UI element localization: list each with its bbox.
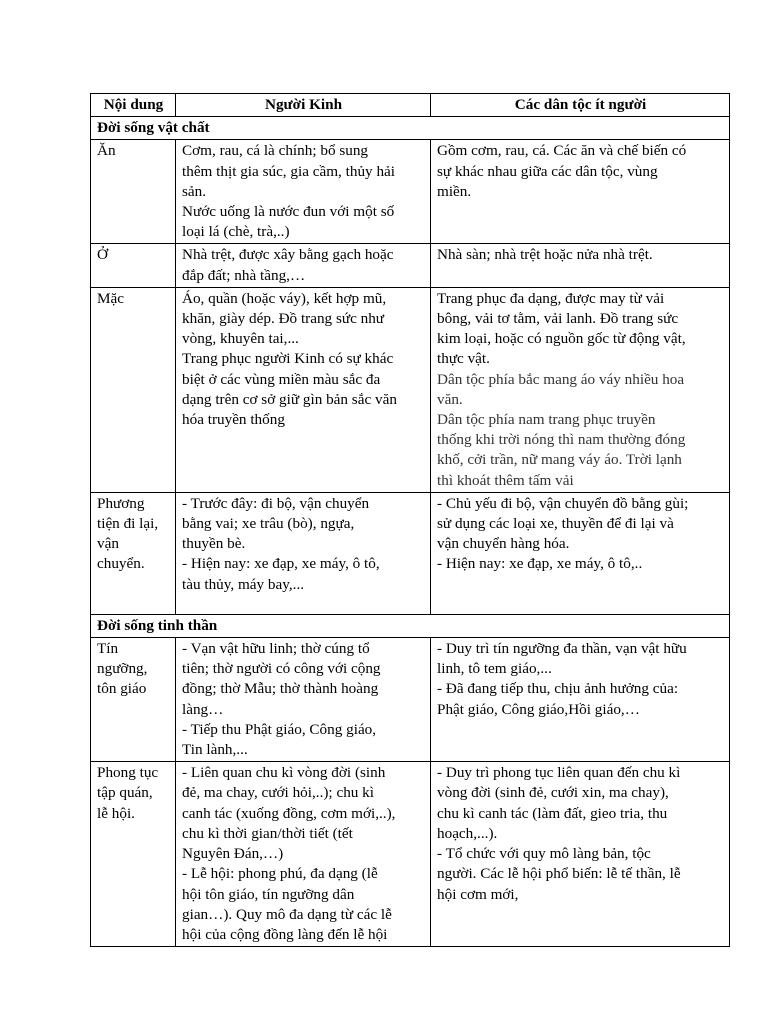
- text-line: làng…: [182, 700, 224, 718]
- text-line: thực vật.: [437, 350, 490, 368]
- text-line: Phong tục: [97, 764, 159, 782]
- text-line: vận chuyển hàng hóa.: [437, 535, 570, 553]
- text-line: - Duy trì phong tục liên quan đến chu kì: [437, 764, 681, 782]
- text-line: chu kì thời gian/thời tiết (tết: [182, 824, 353, 842]
- text-line: vòng đời (sinh đẻ, cưới xin, ma chay),: [437, 784, 669, 802]
- text-line: hoạch,...).: [437, 824, 498, 842]
- text-line: ngưỡng,: [97, 660, 148, 678]
- text-line: Cơm, rau, cá là chính; bổ sung: [182, 142, 369, 160]
- text-line: vận: [97, 535, 119, 553]
- text-line: - Vạn vật hữu linh; thờ cúng tổ: [182, 640, 370, 658]
- text-line: Tín: [97, 640, 119, 658]
- ethnic-text-secondary: [437, 370, 724, 491]
- text-line: - Đã đang tiếp thu, chịu ảnh hưởng của:: [437, 680, 679, 698]
- ethnic-cell: [431, 638, 730, 762]
- row-label: [91, 244, 176, 287]
- row-label: [91, 492, 176, 614]
- text-line: canh tác (xuống đồng, cơm mới,..),: [182, 804, 396, 822]
- text-line: Ăn: [97, 142, 116, 160]
- header-noi-dung: Nội dung: [91, 94, 176, 117]
- text-line: - Liên quan chu kì vòng đời (sinh: [182, 764, 386, 782]
- text-line: biệt ở các vùng miền màu sắc đa: [182, 370, 381, 388]
- text-line: - Tiếp thu Phật giáo, Công giáo,: [182, 720, 377, 738]
- text-line: tôn giáo: [97, 680, 147, 698]
- text-line: dạng trên cơ sở giữ gìn bản sắc văn: [182, 390, 397, 408]
- text-line: hội tôn giáo, tín ngưỡng dân: [182, 885, 355, 903]
- text-line: loại lá (chè, trà,..): [182, 223, 290, 241]
- text-line: chuyển.: [97, 555, 145, 573]
- row-label: [91, 140, 176, 244]
- text-line: bông, vải tơ tằm, vải lanh. Đồ trang sức: [437, 310, 679, 328]
- text-line: Nước uống là nước đun với một số: [182, 203, 395, 221]
- ethnic-cell: [431, 244, 730, 287]
- text-line: thống khi trời nóng thì nam thường đóng: [437, 431, 686, 449]
- text-line: tiên; thờ người có công với cộng: [182, 660, 381, 678]
- text-line: Trang phục người Kinh có sự khác: [182, 350, 394, 368]
- kinh-cell: [176, 244, 431, 287]
- table-header-row: [91, 94, 730, 117]
- text-line: Nhà sàn; nhà trệt hoặc nửa nhà trệt.: [437, 246, 653, 264]
- text-line: thêm thịt gia súc, gia cầm, thủy hải: [182, 162, 395, 180]
- text-line: tập quán,: [97, 784, 153, 802]
- text-line: Tin lành,...: [182, 741, 248, 759]
- text-line: Mặc: [97, 289, 124, 307]
- kinh-cell: [176, 287, 431, 492]
- text-line: người. Các lễ hội phổ biến: lễ tế thần, lễ: [437, 865, 681, 883]
- ethnic-cell: [431, 140, 730, 244]
- text-line: linh, tô tem giáo,...: [437, 660, 552, 678]
- section-title: Đời sống tinh thần: [91, 614, 730, 637]
- text-line: Nguyên Đán,…): [182, 845, 284, 863]
- kinh-cell: [176, 762, 431, 947]
- section-row-tinh-than: [91, 614, 730, 637]
- text-line: - Hiện nay: xe đạp, xe máy, ô tô,: [182, 555, 380, 573]
- ethnic-cell: [431, 287, 730, 492]
- kinh-cell: [176, 638, 431, 762]
- table-row: [91, 762, 730, 947]
- text-line: sử dụng các loại xe, thuyền để đi lại và: [437, 515, 674, 533]
- text-line: đồng; thờ Mẫu; thờ thành hoàng: [182, 680, 379, 698]
- comparison-table: [90, 93, 730, 947]
- text-line: khố, cởi trần, nữ mang váy áo. Trời lạnh: [437, 451, 682, 469]
- text-line: Phương: [97, 494, 145, 512]
- text-line: - Chủ yếu đi bộ, vận chuyển đồ bằng gùi;: [437, 494, 689, 512]
- text-line: tàu thủy, máy bay,...: [182, 575, 305, 593]
- kinh-cell: [176, 140, 431, 244]
- text-line: - Hiện nay: xe đạp, xe máy, ô tô,..: [437, 555, 643, 573]
- text-line: miền.: [437, 182, 472, 200]
- table-row: [91, 638, 730, 762]
- table-row: [91, 492, 730, 614]
- text-line: Phật giáo, Công giáo,Hồi giáo,…: [437, 700, 640, 718]
- text-line: tiện đi lại,: [97, 515, 159, 533]
- header-nguoi-kinh: Người Kinh: [176, 94, 431, 117]
- table-row: [91, 140, 730, 244]
- section-title: Đời sống vật chất: [91, 117, 730, 140]
- text-line: - Lễ hội: phong phú, đa dạng (lễ: [182, 865, 378, 883]
- text-line: văn.: [437, 390, 463, 408]
- ethnic-cell: [431, 762, 730, 947]
- text-line: Gồm cơm, rau, cá. Các ăn và chế biến có: [437, 142, 687, 160]
- text-line: sự khác nhau giữa các dân tộc, vùng: [437, 162, 658, 180]
- text-line: Ở: [97, 246, 108, 264]
- text-line: đẻ, ma chay, cưới hỏi,..); chu kì: [182, 784, 374, 802]
- table-row: [91, 287, 730, 492]
- text-line: đắp đất; nhà tầng,…: [182, 266, 306, 284]
- text-line: Áo, quần (hoặc váy), kết hợp mũ,: [182, 289, 387, 307]
- text-line: lễ hội.: [97, 804, 135, 822]
- row-label: [91, 287, 176, 492]
- header-dan-toc-it-nguoi: Các dân tộc ít người: [431, 94, 730, 117]
- text-line: Nhà trệt, được xây bằng gạch hoặc: [182, 246, 394, 264]
- text-line: - Duy trì tín ngưỡng đa thần, vạn vật hữu: [437, 640, 687, 658]
- table-row: [91, 244, 730, 287]
- text-line: hội cơm mới,: [437, 885, 519, 903]
- text-line: bằng vai; xe trâu (bò), ngựa,: [182, 515, 355, 533]
- kinh-cell: [176, 492, 431, 614]
- text-line: hội của cộng đồng làng đến lễ hội: [182, 925, 388, 943]
- text-line: thuyền bè.: [182, 535, 246, 553]
- text-line: hóa truyền thống: [182, 411, 285, 429]
- text-line: sản.: [182, 182, 207, 200]
- text-line: vòng, khuyên tai,...: [182, 330, 299, 348]
- section-row-vat-chat: [91, 117, 730, 140]
- text-line: - Trước đây: đi bộ, vận chuyển: [182, 494, 370, 512]
- text-line: Dân tộc phía bắc mang áo váy nhiều hoa: [437, 370, 685, 388]
- text-line: kim loại, hoặc có nguồn gốc từ động vật,: [437, 330, 686, 348]
- text-line: Dân tộc phía nam trang phục truyền: [437, 411, 656, 429]
- text-line: - Tổ chức với quy mô làng bản, tộc: [437, 845, 651, 863]
- text-line: Trang phục đa dạng, được may từ vải: [437, 289, 665, 307]
- text-line: khăn, giày dép. Đồ trang sức như: [182, 310, 385, 328]
- text-line: gian…). Quy mô đa dạng từ các lễ: [182, 905, 392, 923]
- ethnic-text-main: [437, 289, 724, 370]
- row-label: [91, 638, 176, 762]
- text-line: chu kì canh tác (làm đất, gieo tria, thu: [437, 804, 668, 822]
- text-line: thì khoát thêm tấm vải: [437, 471, 574, 489]
- ethnic-cell: [431, 492, 730, 614]
- row-label: [91, 762, 176, 947]
